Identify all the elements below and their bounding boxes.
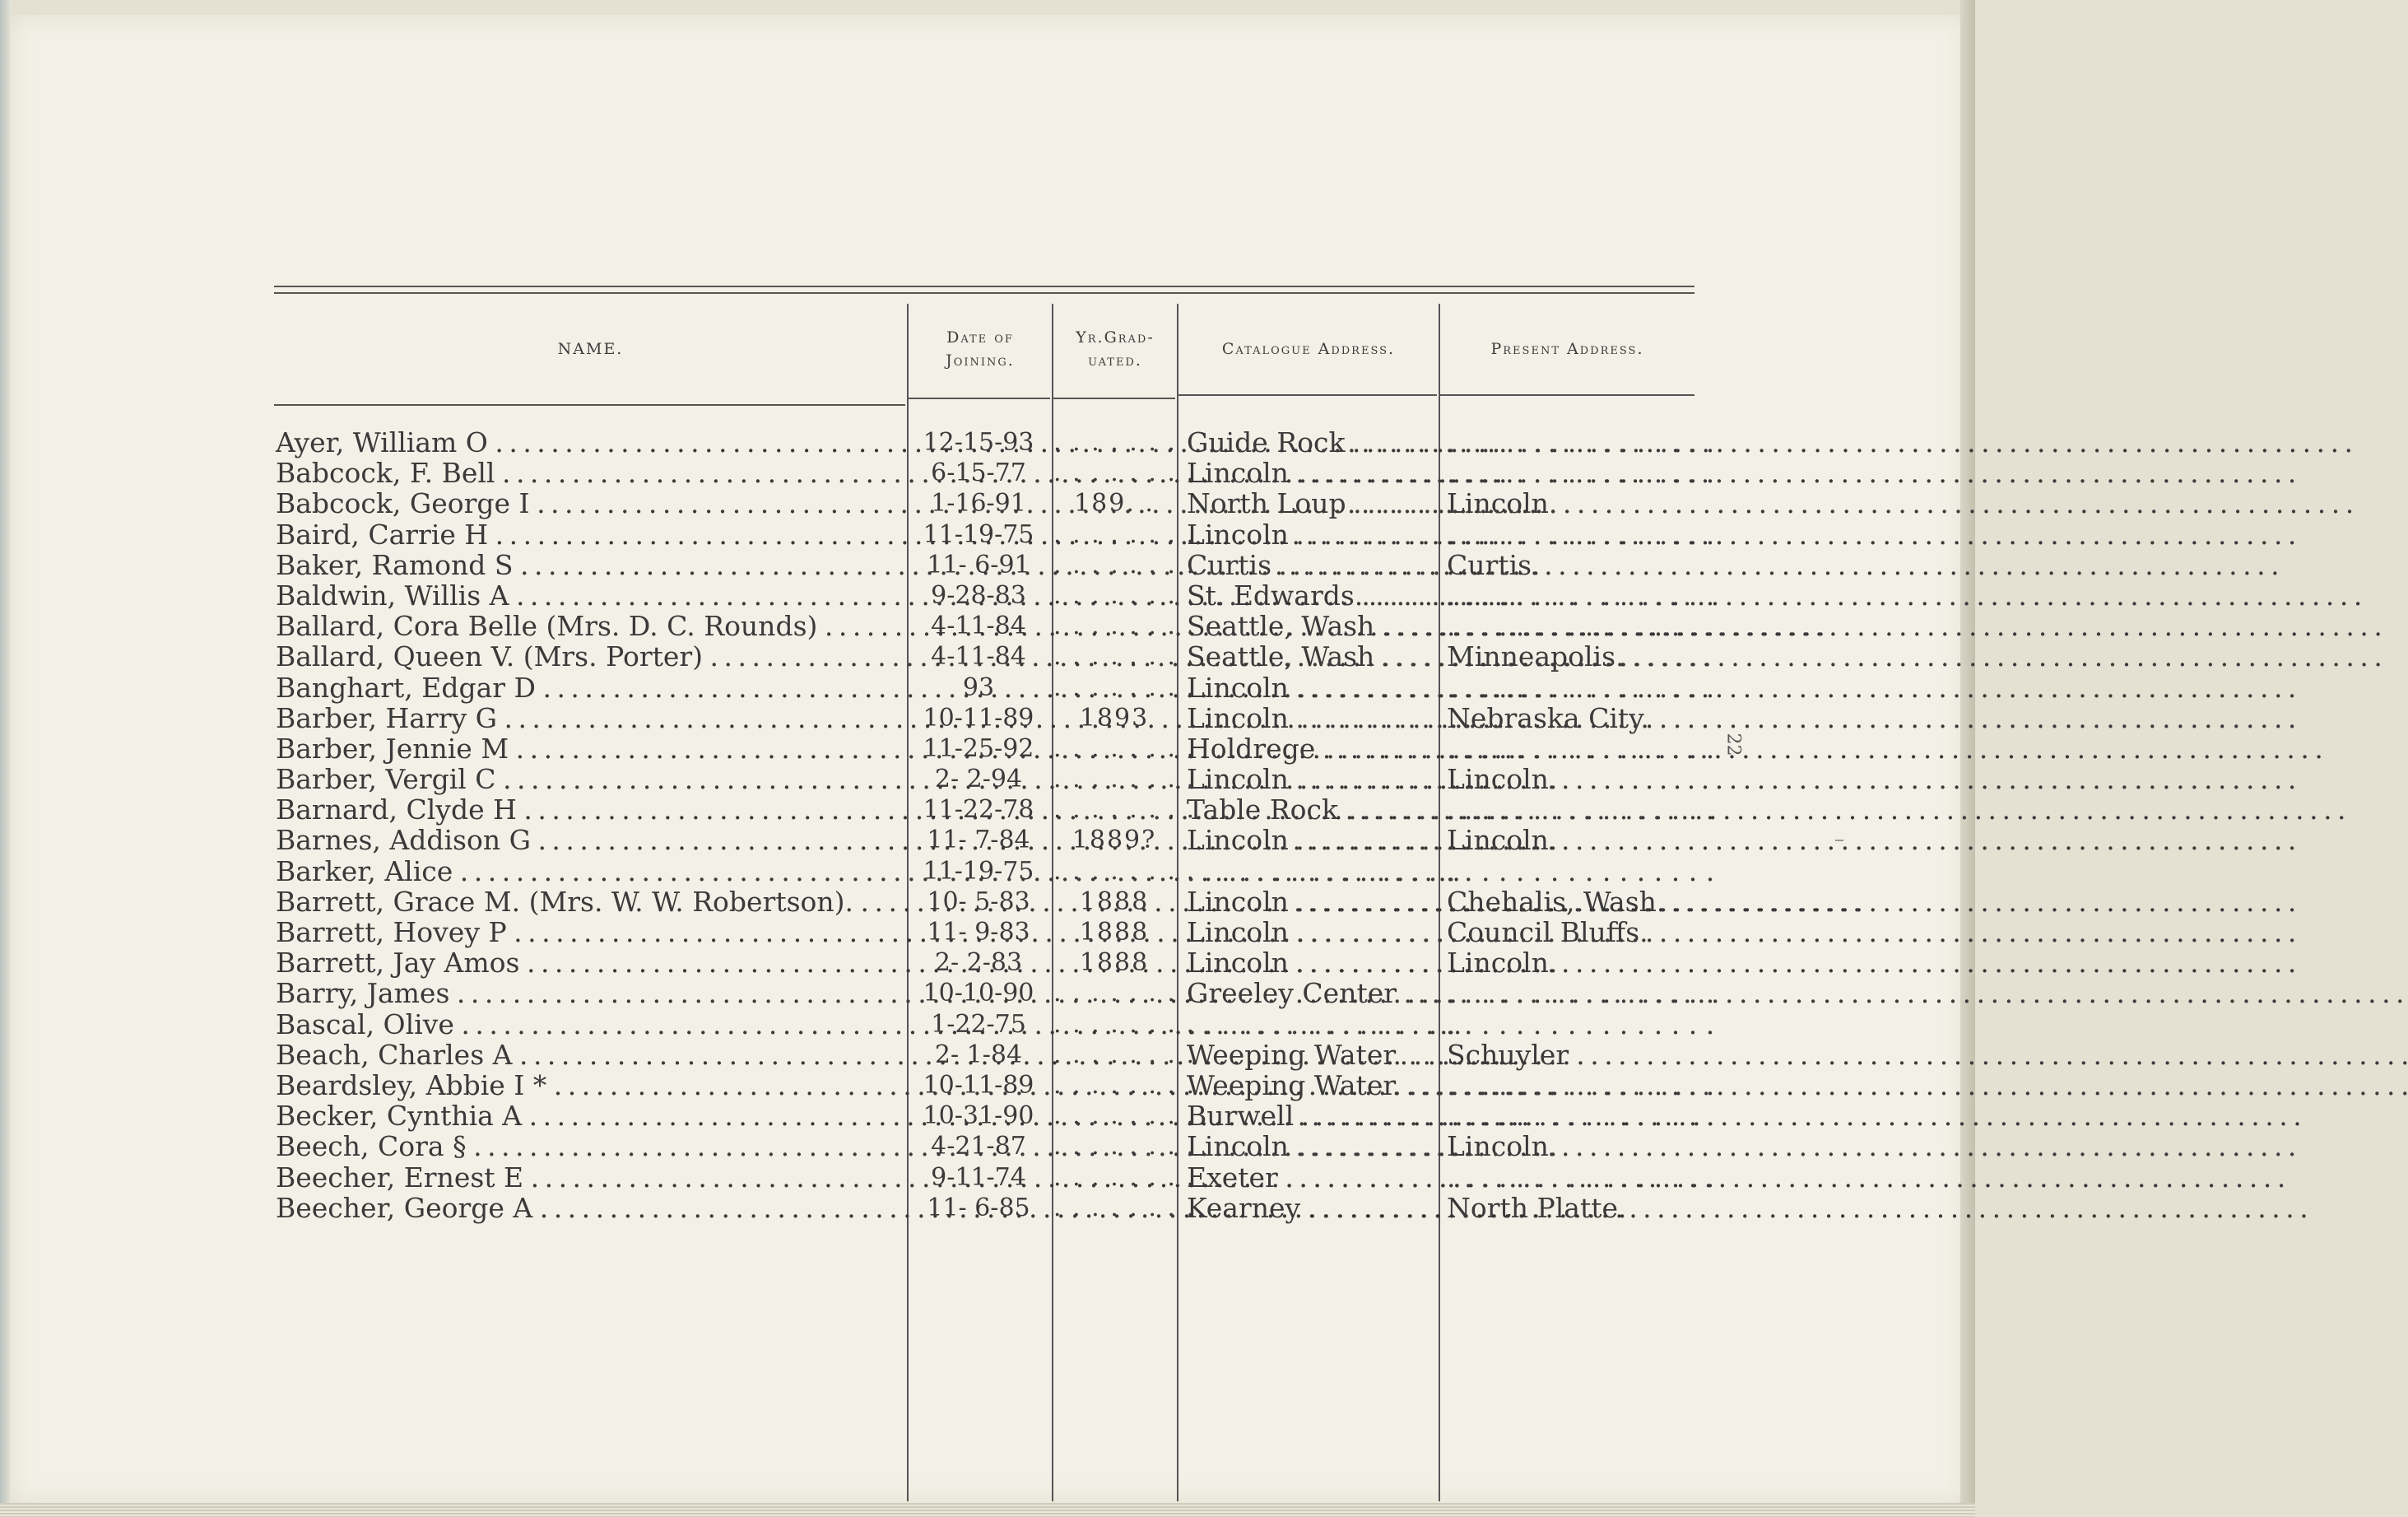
table-row — [274, 610, 1715, 643]
catalogue-address: Lincoln . . . — [1187, 886, 1429, 917]
catalogue-address: . . . . . . . . . . . . . . . . — [1187, 854, 1455, 887]
member-name: Barrett, Jay Amos . . . — [274, 947, 905, 978]
table-row — [274, 518, 1715, 551]
date-of-joining: 93 — [962, 672, 995, 702]
catalogue-address: Lincoln . . . — [1187, 825, 1429, 855]
present-address: Lincoln. — [1447, 763, 1558, 796]
catalogue-address: Curtis . . . — [1187, 550, 1429, 580]
year-graduated: 189. . — [1074, 489, 1155, 519]
table-row — [274, 1040, 1694, 1070]
date-of-joining: 12-15-93 — [923, 428, 1034, 457]
catalogue-address: . . . . . . . . . . . . . . . . — [1187, 1007, 1455, 1040]
page-number: 22 — [1722, 733, 1744, 756]
date-of-joining: 11-19-75 — [923, 519, 1034, 549]
year-graduated: . . . . . . . . — [1053, 1070, 1197, 1100]
header-year-graduated — [1053, 310, 1177, 389]
member-name: Ayer, William O . . . — [274, 427, 905, 458]
member-name: Barnard, Clyde H . . . — [274, 794, 905, 825]
member-name: Beech, Cora § . . . — [274, 1131, 905, 1161]
table-row — [274, 886, 1694, 917]
year-graduated: 1888 — [1079, 948, 1150, 978]
year-graduated: 1888 — [1079, 918, 1150, 947]
present-address: . . . . . . . . . . . . . . . . — [1447, 671, 1715, 704]
member-name: Beardsley, Abbie I * . . . — [274, 1070, 905, 1101]
table-row — [274, 793, 1715, 826]
date-of-joining: 11- 7-84 — [927, 826, 1030, 855]
header-grad-line2: uated. — [1088, 351, 1142, 370]
date-of-joining: 10-10-90 — [923, 979, 1034, 1008]
present-address: . . . . . . . . . . . . . . . . — [1447, 977, 1715, 1010]
table-row — [274, 1193, 1694, 1223]
member-name: Barrett, Grace M. (Mrs. W. W. Robertson). . . . — [274, 886, 905, 917]
header-date-line1: Date of — [946, 328, 1014, 347]
member-name: Beecher, Ernest E . . . — [274, 1162, 905, 1193]
table-row — [274, 457, 1715, 490]
top-rule — [274, 286, 1694, 287]
header-present-address — [1440, 310, 1694, 389]
member-name: Ballard, Cora Belle (Mrs. D. C. Rounds) . . . — [274, 611, 905, 641]
table-row — [274, 426, 1715, 458]
table-row — [274, 947, 1694, 978]
header-date-line2: Joining. — [946, 351, 1015, 370]
date-of-joining: 1-16-91 — [931, 489, 1026, 519]
date-of-joining: 10-31-90 — [923, 1101, 1034, 1131]
member-name: Banghart, Edgar D . . . — [274, 672, 905, 703]
present-address: Chehalis, Wash. — [1447, 885, 1666, 918]
table-row — [274, 1161, 1715, 1194]
year-graduated: 1893 — [1079, 703, 1150, 733]
year-graduated: 1889? — [1072, 826, 1157, 855]
member-name: Barber, Harry G . . . — [274, 703, 905, 733]
catalogue-address: Holdrege . . . — [1187, 733, 1429, 764]
catalogue-address: North Loup . . . — [1187, 488, 1429, 519]
date-of-joining: 11-25-92 — [923, 733, 1034, 763]
year-graduated: . . . . . . . . — [1053, 1009, 1197, 1039]
date-of-joining: 10-11-89 — [923, 703, 1034, 733]
header-rule — [1440, 394, 1694, 396]
date-of-joining: 10- 5-83 — [927, 886, 1030, 916]
member-name: Barber, Vergil C . . . — [274, 764, 905, 794]
header-rule — [909, 398, 1050, 399]
date-of-joining: 4-21-87 — [931, 1132, 1026, 1161]
present-address: . . . . . . . . . . . . . . . . — [1447, 579, 1715, 612]
present-address: Minneapolis. — [1447, 640, 1625, 673]
year-graduated: . . . . . . . . — [1053, 733, 1197, 763]
member-name: Babcock, George I . . . — [274, 488, 905, 519]
date-of-joining: 11-19-75 — [923, 856, 1034, 886]
header-catalogue-address — [1178, 310, 1439, 389]
present-address: Lincoln. — [1447, 1130, 1558, 1163]
year-graduated: . . . . . . . . — [1053, 458, 1197, 488]
header-rule — [274, 404, 905, 406]
catalogue-address: Kearney . . . — [1187, 1193, 1429, 1223]
date-of-joining: 11- 9-83 — [927, 918, 1030, 947]
date-of-joining: 4-11-84 — [931, 612, 1026, 641]
catalogue-address: St. Edwards . . . — [1187, 580, 1429, 611]
table-row — [274, 1007, 1715, 1040]
date-of-joining: 2- 2-83 — [934, 948, 1023, 978]
member-name: Ballard, Queen V. (Mrs. Porter) . . . — [274, 641, 905, 672]
table-row — [274, 1100, 1715, 1133]
year-graduated: . . . . . . . . — [1053, 642, 1197, 672]
year-graduated: . . . . . . . . — [1053, 672, 1197, 702]
present-address: . . . . . . . . . . . . . . . . — [1447, 793, 1715, 826]
year-graduated: . . . . . . . . — [1053, 612, 1197, 641]
register-table — [274, 286, 1715, 1224]
member-name: Barker, Alice . . . — [274, 856, 905, 886]
catalogue-address: Weeping Water. . . . — [1187, 1070, 1429, 1101]
page-stack-edge — [0, 1503, 1975, 1517]
year-graduated: . . . . . . . . — [1053, 550, 1197, 579]
table-row — [274, 825, 1694, 855]
date-of-joining: 9-11-74 — [931, 1162, 1026, 1192]
year-graduated: . . . . . . . . — [1053, 1132, 1197, 1161]
present-address: . . . . . . . . . . . . . . . . — [1447, 732, 1715, 765]
present-address: Lincoln. — [1447, 824, 1558, 857]
table-row — [274, 854, 1715, 887]
table-row — [274, 917, 1694, 947]
present-address: North Platte. — [1447, 1191, 1627, 1224]
date-of-joining: 2- 2-94 — [934, 765, 1023, 794]
catalogue-address: Guide Rock . . . — [1187, 427, 1429, 458]
year-graduated: . . . . . . . . — [1053, 1193, 1197, 1222]
member-name: Baker, Ramond S . . . — [274, 550, 905, 580]
present-address: Council Bluffs. — [1447, 916, 1648, 948]
year-graduated: . . . . . . . . — [1053, 795, 1197, 825]
member-name: Barry, James . . . — [274, 978, 905, 1008]
header-catalogue-label: Catalogue Address. — [1221, 340, 1396, 359]
member-name: Babcock, F. Bell . . . — [274, 458, 905, 488]
table-row — [274, 671, 1715, 704]
catalogue-address: Lincoln . . . — [1187, 1131, 1429, 1161]
date-of-joining: 1-22-75 — [931, 1009, 1026, 1039]
table-row — [274, 641, 1694, 672]
date-of-joining: 11- 6-91 — [927, 550, 1030, 579]
year-graduated: . . . . . . . . — [1053, 580, 1197, 610]
year-graduated: . . . . . . . — [1053, 428, 1177, 457]
present-address: . . . . . . . . . . . . . . . . — [1447, 1007, 1715, 1040]
present-address: Schuyler — [1447, 1038, 1569, 1071]
table-row — [274, 1068, 1715, 1101]
catalogue-address: Greeley Center . . . — [1187, 978, 1429, 1008]
present-address: . . . . . . . . . . . . . . . . — [1447, 426, 1715, 458]
table-row — [274, 488, 1694, 519]
member-name: Barnes, Addison G . . . — [274, 825, 905, 855]
member-name: Beecher, George A . . . — [274, 1193, 905, 1223]
header-date-of-joining — [909, 310, 1052, 389]
header-name-label: NAME. — [557, 340, 624, 359]
present-address: . . . . . . . . . . . . . . . . — [1447, 610, 1715, 643]
date-of-joining: 9-28-83 — [931, 580, 1026, 610]
present-address: . . . . . . . . . . . . . . . . — [1447, 1161, 1715, 1194]
year-graduated: . . . . . . . . — [1053, 1162, 1197, 1192]
catalogue-address: Lincoln . . . — [1187, 519, 1429, 550]
catalogue-address: Weeping Water. . . . — [1187, 1040, 1429, 1070]
header-grad-label — [1076, 327, 1155, 372]
year-graduated: . . . . . . . . — [1053, 979, 1197, 1008]
table-row — [274, 703, 1694, 733]
top-rule-inner — [274, 292, 1694, 294]
present-address: . . . . . . . . . . . . . . . . — [1447, 457, 1715, 490]
present-address: . . . . . . . . . . . . . . . . — [1447, 1100, 1715, 1133]
member-name: Baird, Carrie H . . . — [274, 519, 905, 550]
date-of-joining: 11-22-78 — [923, 795, 1034, 825]
present-address: Nebraska City. — [1447, 701, 1649, 734]
member-name: Becker, Cynthia A . . . — [274, 1101, 905, 1131]
present-address: . . . . . . . . . . . . . . . . — [1447, 854, 1715, 887]
year-graduated: . . . . . . . . — [1053, 1040, 1197, 1069]
catalogue-address: Exeter . . . — [1187, 1162, 1429, 1193]
present-address: Lincoln. — [1447, 947, 1558, 980]
member-name: Beach, Charles A . . . — [274, 1040, 905, 1070]
year-graduated: . . . . . . . . — [1053, 1101, 1197, 1131]
year-graduated: . . . . . . . . — [1053, 765, 1197, 794]
member-name: Barrett, Hovey P . . . — [274, 917, 905, 947]
catalogue-address: Lincoln . . . — [1187, 764, 1429, 794]
header-name — [274, 310, 907, 389]
year-graduated: . . . . . . . . — [1053, 856, 1197, 886]
table-row — [274, 1131, 1694, 1161]
year-graduated: . . . . . . . . — [1053, 519, 1197, 549]
catalogue-address: Burwell . . . — [1187, 1101, 1429, 1131]
table-row — [274, 550, 1694, 580]
member-name: Baldwin, Willis A . . . — [274, 580, 905, 611]
catalogue-address: Table Rock . . . — [1187, 794, 1429, 825]
header-rule — [1178, 394, 1437, 396]
date-of-joining: 10-11-89 — [923, 1070, 1034, 1100]
catalogue-address: Seattle, Wash . . . — [1187, 611, 1429, 641]
date-of-joining: 6-15-77 — [931, 458, 1026, 488]
present-address: Curtis. — [1447, 548, 1541, 581]
catalogue-address: Lincoln . . . — [1187, 672, 1429, 703]
catalogue-address: Lincoln . . . — [1187, 947, 1429, 978]
catalogue-address: Lincoln . . . — [1187, 458, 1429, 488]
table-body — [274, 426, 1715, 1224]
header-rule — [1053, 398, 1175, 399]
catalogue-address: Seattle, Wash . . . — [1187, 641, 1429, 672]
present-address: . . . . . . . . . . . . . . . . — [1447, 1068, 1715, 1101]
header-grad-line1: Yr.Grad- — [1076, 328, 1155, 347]
table-row — [274, 732, 1715, 765]
table-row — [274, 764, 1694, 794]
present-address: Lincoln. — [1447, 487, 1558, 520]
catalogue-address: Lincoln . . . — [1187, 917, 1429, 947]
catalogue-address: Lincoln . . . — [1187, 703, 1429, 733]
present-address: . . . . . . . . . . . . . . . . — [1447, 518, 1715, 551]
member-name: Barber, Jennie M . . . — [274, 733, 905, 764]
member-name: Bascal, Olive . . . — [274, 1009, 905, 1040]
header-date-label — [946, 327, 1015, 372]
table-row — [274, 977, 1715, 1010]
date-of-joining: 4-11-84 — [931, 642, 1026, 672]
year-graduated: 1888 — [1079, 886, 1150, 916]
date-of-joining: 2- 1-84 — [934, 1040, 1023, 1069]
table-row — [274, 579, 1715, 612]
header-present-label: Present Address. — [1490, 340, 1644, 359]
date-of-joining: 11- 6-85 — [927, 1193, 1030, 1222]
